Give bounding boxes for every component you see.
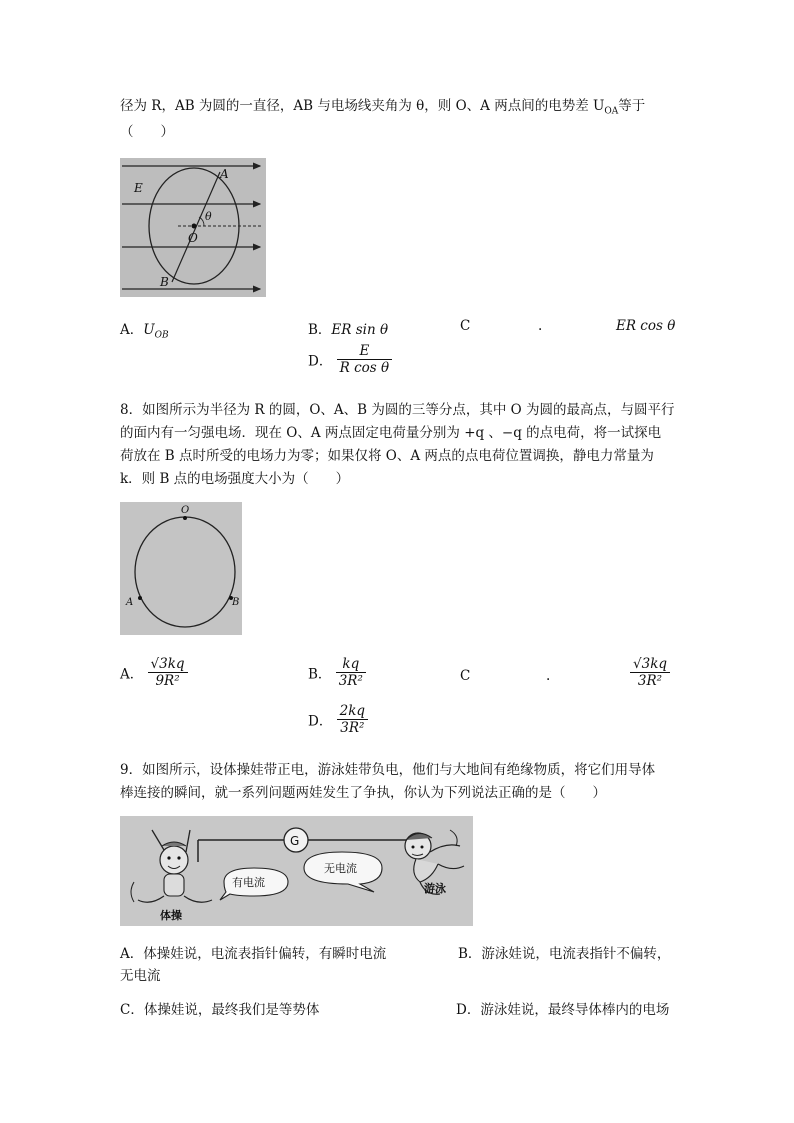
q7-option-d[interactable]: D． $\frac{E}{\text{R cos θ}}$ xyxy=(308,343,392,376)
q8-figure xyxy=(120,502,242,635)
q7-stem-line-1: 径为 R，AB 为圆的一直径，AB 与电场线夹角为 θ，则 O、A 两点间的电势差 $U_{OA}$等于 xyxy=(120,98,646,117)
caption-swimmer: 游泳 xyxy=(424,882,446,895)
q8-option-a[interactable]: A． $\frac{√3kq}{\text{9R²}}$ xyxy=(120,656,188,689)
q9-option-b[interactable]: B．游泳娃说，电流表指针不偏转， xyxy=(458,946,671,962)
q9-option-c[interactable]: C．体操娃说，最终我们是等势体 xyxy=(120,1002,320,1018)
q8-stem-line-3: 荷放在 B 点时所受的电场力为零；如果仅将 O、A 两点的点电荷位置调换，静电力常量为 xyxy=(120,448,654,464)
q7-option-a[interactable]: A．$U_{OB}$ xyxy=(120,322,169,341)
q8-circle-diagram xyxy=(120,502,242,635)
q9-option-a[interactable]: A．体操娃说，电流表指针偏转，有瞬时电流 xyxy=(120,946,387,962)
q8-option-b-fraction: $\frac{kq}{\text{3R²}}$ xyxy=(336,656,366,689)
q8-option-b[interactable]: B． $\frac{kq}{\text{3R²}}$ xyxy=(308,656,366,689)
q7-option-d-fraction: $\frac{E}{\text{R cos θ}}$ xyxy=(337,343,393,376)
q7-label-A: A xyxy=(220,167,229,181)
bubble-right-text: 无电流 xyxy=(324,862,357,875)
q7-stem-line-2: （ ） xyxy=(120,124,174,140)
q8-label-B: B xyxy=(232,597,240,608)
q8-option-c-dot: . xyxy=(546,668,551,684)
q7-figure xyxy=(120,158,266,297)
q9-option-d[interactable]: D．游泳娃说，最终导体棒内的电场 xyxy=(456,1002,670,1018)
q7-option-b[interactable]: B．ER sin θ xyxy=(308,322,389,338)
q7-label-B: B xyxy=(160,275,169,289)
q9-stem-line-1: 9．如图所示，设体操娃带正电，游泳娃带负电，他们与大地间有绝缘物质，将它们用导体 xyxy=(120,762,656,778)
q8-option-c-label[interactable]: C xyxy=(460,668,471,684)
q7-label-E: E xyxy=(134,181,143,195)
q9-cartoon-diagram xyxy=(120,816,473,926)
q7-option-c-label[interactable]: C xyxy=(460,318,471,334)
q9-option-a-continued: 无电流 xyxy=(120,968,161,984)
q8-option-c-fraction: $\frac{√3kq}{\text{3R²}}$ xyxy=(630,656,670,689)
q7-label-O: O xyxy=(188,231,198,245)
q9-stem-line-2: 棒连接的瞬间，就一系列问题两娃发生了争执，你认为下列说法正确的是（ ） xyxy=(120,785,606,801)
q8-option-c-value[interactable] xyxy=(630,656,670,689)
q8-stem-line-4: k．则 B 点的电场强度大小为（ ） xyxy=(120,471,350,487)
q7-field-diagram xyxy=(120,158,266,297)
q8-label-A: A xyxy=(126,597,134,608)
q9-figure xyxy=(120,816,473,926)
bubble-left-text: 有电流 xyxy=(232,876,265,889)
svg-text:G: G xyxy=(290,834,300,848)
q7-label-theta: θ xyxy=(205,210,212,223)
caption-gymnast: 体操 xyxy=(160,909,182,922)
q8-option-d-fraction: $\frac{2kq}{\text{3R²}}$ xyxy=(337,703,368,736)
q7-option-c-dot: . xyxy=(538,318,543,334)
q7-option-c-value[interactable]: ER cos θ xyxy=(616,318,676,334)
q8-option-d[interactable]: D． $\frac{2kq}{\text{3R²}}$ xyxy=(308,703,368,736)
q8-stem-line-1: 8．如图所示为半径为 R 的圆，O、A、B 为圆的三等分点，其中 O 为圆的最高点，与圆平行 xyxy=(120,402,675,418)
q8-label-O: O xyxy=(181,505,190,516)
q8-stem-line-2: 的面内有一匀强电场．现在 O、A 两点固定电荷量分别为 +q 、−q 的点电荷，将一试探电 xyxy=(120,425,662,441)
q8-option-a-fraction: $\frac{√3kq}{\text{9R²}}$ xyxy=(148,656,188,689)
gymnast-doll-icon xyxy=(131,830,212,902)
